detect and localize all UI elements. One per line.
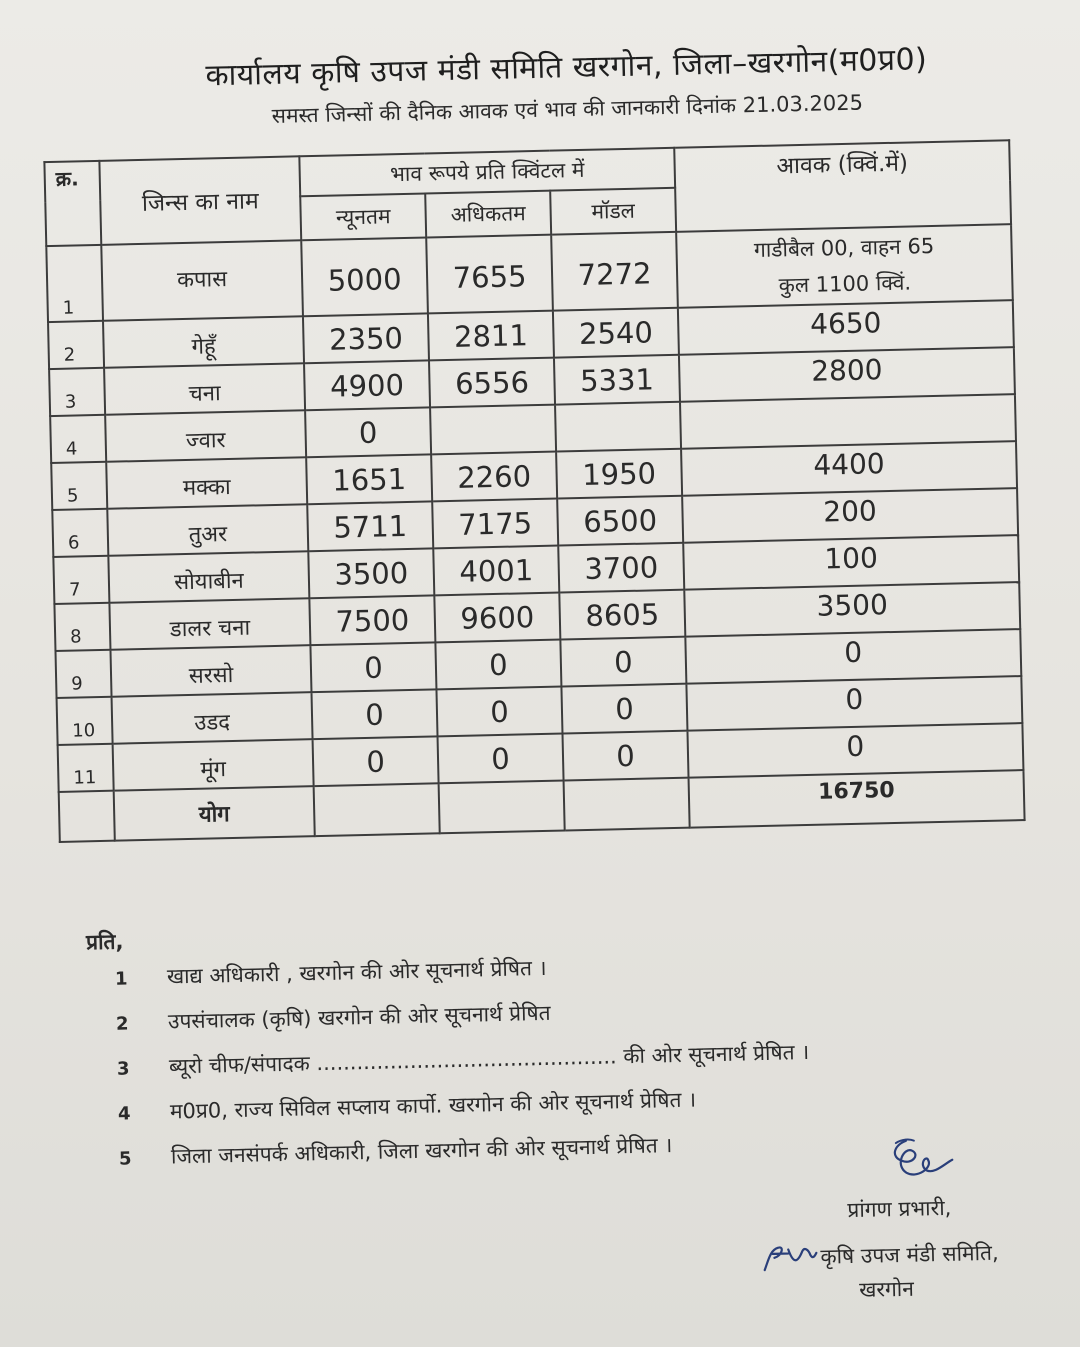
recipient-text: ब्यूरो चीफ/संपादक ............................................. की ओर सूचनार्थ प्रेषित । (168, 1039, 810, 1079)
serial-cell: 7 (53, 556, 109, 604)
min-price: 0 (311, 689, 437, 739)
total-modal-empty (564, 778, 690, 831)
modal-price: 3700 (558, 543, 684, 593)
commodity-name: मूंग (113, 739, 314, 791)
min-price: 5711 (307, 501, 433, 551)
max-price: 2260 (431, 452, 557, 502)
serial-cell: 2 (48, 321, 104, 369)
arrival-cell (676, 224, 1013, 308)
modal-price: 2540 (553, 308, 679, 358)
mandi-rates-table (43, 139, 1025, 843)
modal-price: 0 (561, 684, 687, 734)
min-price: 3500 (308, 548, 434, 598)
commodity-name: कपास (101, 240, 303, 321)
recipients-section (86, 908, 992, 1189)
arrival-cell: 100 (683, 535, 1019, 590)
serial-cell: 4 (50, 415, 106, 463)
header-max-price: अधिकतम (425, 191, 551, 238)
commodity-name: ज्वार (105, 410, 306, 462)
modal-price: 8605 (559, 590, 685, 640)
signatory-organisation-line (743, 1232, 1044, 1279)
commodity-name: उडद (112, 692, 313, 744)
recipient-number: 3 (116, 1058, 130, 1080)
signature-block (742, 1192, 1045, 1319)
min-price: 4900 (304, 360, 430, 410)
max-price (430, 405, 556, 455)
recipient-number: 2 (115, 1013, 129, 1035)
arrival-cell: 3500 (684, 582, 1020, 637)
min-price: 1651 (306, 454, 432, 504)
total-serial-empty (59, 791, 115, 842)
serial-cell: 10 (57, 697, 113, 745)
commodity-name: सरसो (110, 645, 311, 697)
total-label: योग (114, 786, 315, 841)
document-content (25, 7, 1054, 1329)
header-modal-price: मॉडल (550, 188, 676, 235)
modal-price (555, 402, 681, 452)
serial-cell: 6 (52, 509, 108, 557)
max-price: 0 (435, 640, 561, 690)
max-price: 7175 (432, 499, 558, 549)
arrival-cell: 0 (685, 629, 1021, 684)
signatory-organisation: कृषि उपज मंडी समिति, (820, 1240, 999, 1269)
min-price: 0 (313, 736, 439, 786)
modal-price: 7272 (551, 232, 678, 311)
max-price: 4001 (433, 546, 559, 596)
min-price: 0 (305, 407, 431, 457)
min-price: 5000 (301, 237, 428, 316)
serial-cell: 8 (54, 603, 110, 651)
recipient-text: म0प्र0, राज्य सिविल सप्लाय कार्पो. खरगोन की ओर सूचनार्थ प्रेषित । (169, 1087, 697, 1124)
total-min-empty (314, 783, 440, 836)
report-subtitle: समस्त जिन्सों की दैनिक आवक एवं भाव की जानकारी दिनांक 21.03.2025 (271, 90, 864, 128)
modal-price: 1950 (556, 449, 682, 499)
arrival-cell: 0 (687, 723, 1023, 778)
header-min-price: न्यूनतम (300, 193, 426, 240)
header-commodity-name: जिन्स का नाम (99, 156, 301, 245)
serial-cell: 9 (55, 650, 111, 698)
max-price: 0 (436, 687, 562, 737)
signatory-designation: प्रांगण प्रभारी, (847, 1195, 952, 1223)
commodity-name: तुअर (107, 504, 308, 556)
max-price: 9600 (434, 593, 560, 643)
recipient-number: 5 (118, 1148, 132, 1170)
serial-cell: 3 (49, 368, 105, 416)
arrival-detail-line2: कुल 1100 क्विं. (778, 270, 912, 298)
commodity-name: डालर चना (109, 598, 310, 650)
recipient-text: खाद्य अधिकारी , खरगोन की ओर सूचनार्थ प्रेषित । (166, 955, 547, 989)
min-price: 7500 (309, 595, 435, 645)
recipients-title: प्रति, (85, 929, 124, 955)
commodity-name: चना (104, 363, 305, 415)
recipient-text: उपसंचालक (कृषि) खरगोन की ओर सूचनार्थ प्रेषित (167, 1000, 551, 1034)
recipient-number: 4 (117, 1103, 131, 1125)
serial-cell: 1 (46, 245, 103, 322)
total-max-empty (439, 780, 565, 833)
modal-price: 5331 (554, 355, 680, 405)
arrival-cell: 4400 (681, 441, 1017, 496)
min-price: 0 (310, 642, 436, 692)
recipient-text: जिला जनसंपर्क अधिकारी, जिला खरगोन की ओर सूचनार्थ प्रेषित । (170, 1133, 673, 1169)
recipient-number: 1 (114, 968, 128, 990)
modal-price: 6500 (557, 496, 683, 546)
arrival-cell: 4650 (678, 300, 1014, 355)
min-price: 2350 (303, 313, 429, 363)
arrival-cell: 200 (682, 488, 1018, 543)
max-price: 6556 (429, 358, 555, 408)
total-arrival: 16750 (689, 770, 1025, 828)
max-price: 7655 (426, 235, 553, 314)
header-price-group: भाव रूपये प्रति क्विंटल में (299, 148, 675, 196)
serial-cell: 11 (58, 744, 114, 792)
handwritten-signature-icon (876, 1134, 957, 1186)
signatory-location: खरगोन (858, 1276, 915, 1302)
serial-cell: 5 (51, 462, 107, 510)
max-price: 0 (438, 734, 564, 784)
arrival-detail-line1: गाडीबैल 00, वाहन 65 (753, 233, 935, 263)
modal-price: 0 (560, 637, 686, 687)
arrival-cell: 2800 (679, 347, 1015, 402)
commodity-name: मक्का (106, 457, 307, 509)
commodity-name: सोयाबीन (108, 551, 309, 603)
arrival-cell (680, 394, 1016, 449)
header-serial: क्र. (44, 161, 101, 246)
arrival-cell: 0 (686, 676, 1022, 731)
max-price: 2811 (428, 311, 554, 361)
office-title: कार्यालय कृषि उपज मंडी समिति खरगोन, जिला–खरगोन(म0प्र0) (205, 42, 928, 94)
commodity-name: गेहूँ (103, 316, 304, 368)
modal-price: 0 (562, 731, 688, 781)
header-arrival: आवक (क्विं.में) (674, 140, 1011, 232)
handwritten-for-mark-icon (758, 1239, 819, 1276)
